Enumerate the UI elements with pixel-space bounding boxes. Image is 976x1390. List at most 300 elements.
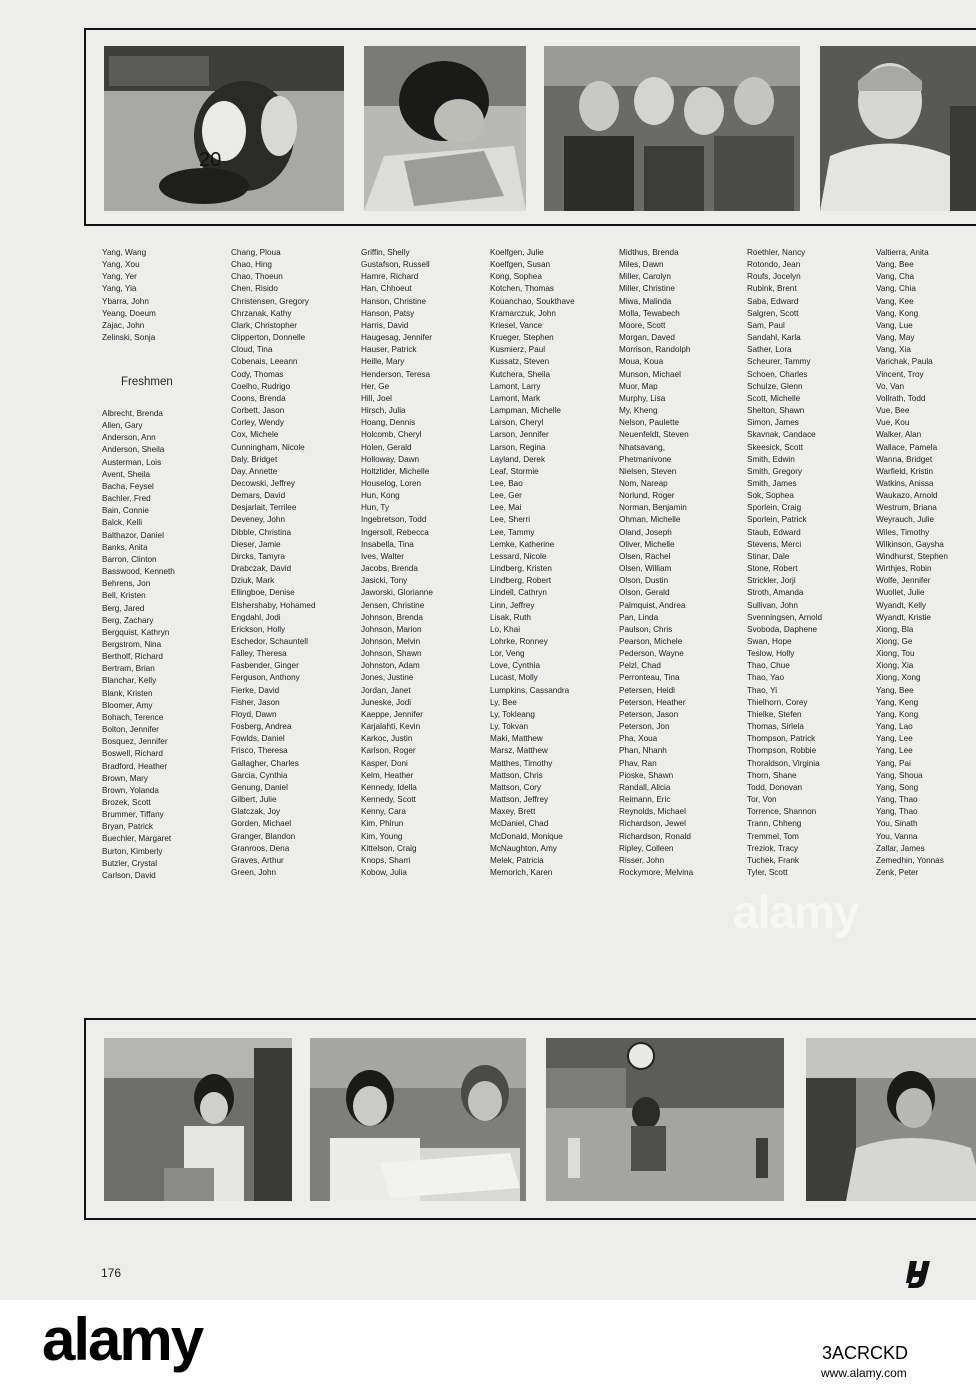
student-name: Cobenais, Leeann [231, 357, 298, 367]
student-name: Coons, Brenda [231, 393, 286, 403]
student-name: Her, Ge [361, 381, 390, 391]
student-name: Schoen, Charles [747, 369, 808, 379]
student-writing-photo [364, 46, 526, 211]
soccer-game-photo [546, 1038, 784, 1201]
student-name: Fisher, Jason [231, 697, 280, 707]
student-name: Stroth, Amanda [747, 588, 804, 598]
student-name: Skavnak, Candace [747, 430, 816, 440]
student-name: Todd, Donovan [747, 782, 803, 792]
student-name: Svenningsen, Arnold [747, 612, 823, 622]
student-name: Oliver, Michelle [619, 539, 675, 549]
student-name: Yang, Thao [876, 807, 918, 817]
student-name: Tyler, Scott [747, 867, 788, 877]
student-name: Bloomer, Amy [102, 700, 153, 710]
student-name: Anderson, Sheila [102, 445, 165, 455]
student-name: Lamont, Larry [490, 381, 541, 391]
student-name: Dieser, Jamie [231, 539, 281, 549]
student-name: Kim, Young [361, 831, 403, 841]
student-name: Olsen, William [619, 564, 672, 574]
student-name: Holtzlider, Michelle [361, 466, 430, 476]
student-name: Koelfgen, Susan [490, 260, 551, 270]
student-name: Schulze, Glenn [747, 381, 803, 391]
student-name: Lemke, Katherine [490, 539, 555, 549]
student-name: Henderson, Teresa [361, 369, 431, 379]
student-name: Johnson, Marion [361, 624, 422, 634]
student-name: Bain, Connie [102, 506, 149, 516]
student-name: Falley, Theresa [231, 649, 287, 659]
student-name: Kong, Sophea [490, 272, 542, 282]
student-name: Phav, Ran [619, 758, 657, 768]
student-name: Cloud, Tina [231, 345, 273, 355]
student-name: Wyandt, Kristie [876, 612, 931, 622]
student-name: Mattson, Cory [490, 782, 541, 792]
student-name: Holloway, Dawn [361, 454, 420, 464]
student-name: Ybarra, John [102, 296, 149, 306]
student-name: Coelho, Rudrigo [231, 381, 291, 391]
svg-text:20: 20 [199, 149, 222, 171]
student-name: Genung, Daniel [231, 782, 288, 792]
student-name: Miller, Christine [619, 284, 675, 294]
student-name: Thielke, Stefen [747, 709, 802, 719]
student-name: Yang, Yia [102, 284, 137, 294]
student-name: Smith, Gregory [747, 466, 803, 476]
student-name: Walker, Alan [876, 430, 922, 440]
student-name: Perronteau, Tina [619, 673, 680, 683]
student-name: Bell, Kristen [102, 591, 146, 601]
student-name: Bertram, Brian [102, 664, 155, 674]
student-name: Berg, Zachary [102, 615, 154, 625]
student-name: Johnson, Brenda [361, 612, 423, 622]
student-name: Yang, Bee [876, 685, 914, 695]
student-name: Hill, Joel [361, 393, 392, 403]
student-name: Leaf, Stormie [490, 466, 539, 476]
student-name: Moore, Scott [619, 320, 666, 330]
student-name: Thomas, Sirlela [747, 722, 804, 732]
student-name: Olsen, Rachel [619, 551, 671, 561]
student-name: Palmquist, Andrea [619, 600, 686, 610]
student-name: Avent, Sheila [102, 469, 151, 479]
student-name: Insabella, Tina [361, 539, 414, 549]
student-name: Thao, Yi [747, 685, 778, 695]
student-name: Linn, Jeffrey [490, 600, 535, 610]
student-name: Vollrath, Todd [876, 393, 926, 403]
top-photo-strip [84, 28, 976, 226]
student-name: Norman, Benjamin [619, 503, 687, 513]
student-name: Haugesag, Jennifer [361, 333, 433, 343]
student-name: Ives, Walter [361, 551, 404, 561]
student-name: Ingersoll, Rebecca [361, 527, 429, 537]
student-name: Lamont, Mark [490, 393, 541, 403]
student-name: Sporlein, Patrick [747, 515, 807, 525]
student-name: Jordan, Janet [361, 685, 411, 695]
student-name: Lucast, Molly [490, 673, 538, 683]
student-name: Corbett, Jason [231, 406, 285, 416]
student-name: Bertholf, Richard [102, 652, 163, 662]
student-name: Chao, Hing [231, 260, 272, 270]
student-name: Brown, Mary [102, 773, 148, 783]
student-name: Molla, Tewabech [619, 308, 680, 318]
student-name: Lee, Bao [490, 478, 523, 488]
student-name: Rockymore, Melvina [619, 867, 694, 877]
student-name: Bryan, Patrick [102, 822, 153, 832]
student-name: McDaniel, Chad [490, 819, 549, 829]
student-name: Bohach, Terence [102, 712, 164, 722]
student-name: Kaeppe, Jennifer [361, 709, 423, 719]
student-name: Wuollet, Julie [876, 588, 925, 598]
student-name: Stevens, Merci [747, 539, 802, 549]
student-name: Paulson, Chris [619, 624, 673, 634]
student-name: Granroos, Dena [231, 843, 290, 853]
names-column-2 [231, 247, 359, 879]
student-name: Nelson, Paulette [619, 418, 680, 428]
student-name: Stinar, Dale [747, 551, 790, 561]
student-name: Kennedy, Scott [361, 795, 416, 805]
watermark-url: www.alamy.com [821, 1366, 907, 1380]
student-name: Hoang, Dennis [361, 418, 416, 428]
freshmen-heading: Freshmen [121, 376, 173, 388]
student-name: Albrecht, Brenda [102, 409, 163, 418]
student-name: Sam, Paul [747, 320, 785, 330]
student-name: McNaughton, Amy [490, 843, 557, 853]
student-name: Shelton, Shawn [747, 406, 805, 416]
student-name: Yang, Xou [102, 260, 140, 270]
student-name: Wilkinson, Gaysha [876, 539, 944, 549]
student-name: Tuchek, Frank [747, 855, 800, 865]
student-name: Hirsch, Julia [361, 406, 406, 416]
student-name: Vue, Kou [876, 418, 910, 428]
student-name: Brozek, Scott [102, 798, 151, 807]
student-name: Barron, Clinton [102, 554, 157, 564]
student-name: Yang, Shoua [876, 770, 923, 780]
student-name: Roethler, Nancy [747, 248, 806, 257]
student-name: Johnson, Shawn [361, 649, 422, 659]
student-name: Dibble, Christina [231, 527, 292, 537]
names-column-5 [619, 247, 747, 879]
student-name: Richardson, Ronald [619, 831, 691, 841]
student-name: Tor, Von [747, 795, 777, 805]
student-name: Wolfe, Jennifer [876, 576, 931, 586]
student-name: Karjalahti, Kevin [361, 722, 421, 732]
student-name: Bergstrom, Nina [102, 639, 162, 649]
student-name: Ripley, Colleen [619, 843, 674, 853]
student-name: Chao, Thoeun [231, 272, 283, 282]
student-name: Vang, Xia [876, 345, 911, 355]
student-name: Torrence, Shannon [747, 807, 817, 817]
student-name: Mattson, Chris [490, 770, 543, 780]
student-name: Varichak, Paula [876, 357, 933, 367]
student-name: Thompson, Patrick [747, 734, 816, 744]
student-name: Bradford, Heather [102, 761, 168, 771]
student-name: Pioske, Shawn [619, 770, 674, 780]
student-name: Nom, Nareap [619, 478, 668, 488]
student-portrait-photo [820, 46, 976, 211]
student-name: Holen, Gerald [361, 442, 412, 452]
student-name: Heille, Mary [361, 357, 405, 367]
student-name: Lindell, Cathryn [490, 588, 547, 598]
student-name: Yang, Lao [876, 722, 913, 732]
graduating-class-names [102, 247, 230, 344]
student-name: Zajac, John [102, 320, 145, 330]
student-name: Yang, Lee [876, 746, 913, 756]
student-name: Blanchar, Kelly [102, 676, 157, 686]
student-name: Austerman, Lois [102, 457, 162, 467]
student-name: Sandahl, Karla [747, 333, 801, 343]
student-name: Knops, Sharri [361, 855, 411, 865]
student-name: Hun, Kong [361, 491, 400, 501]
student-name: Lampman, Michelle [490, 406, 561, 416]
student-name: Chrzanak, Kathy [231, 308, 292, 318]
student-name: Xiong, Ge [876, 637, 913, 646]
student-name: Clark, Christopher [231, 320, 297, 330]
faint-watermark: alamy [733, 886, 859, 938]
student-name: Swan, Hope [747, 637, 792, 646]
student-name: Kriesel, Vance [490, 320, 543, 330]
student-name: Han, Chhoeut [361, 284, 412, 294]
student-name: Peterson, Jon [619, 722, 670, 732]
student-name: Hauser, Patrick [361, 345, 417, 355]
names-column-6 [747, 247, 875, 879]
student-name: Clipperton, Donnelle [231, 333, 306, 343]
student-name: Wanna, Bridget [876, 454, 933, 464]
student-name: Risser, John [619, 855, 665, 865]
student-name: Bacha, Feysel [102, 481, 154, 491]
student-name: Lindberg, Robert [490, 576, 551, 586]
student-name: Staub, Edward [747, 527, 801, 537]
student-name: Fosberg, Andrea [231, 722, 292, 732]
student-name: Zemedhin, Yonnas [876, 855, 944, 865]
student-name: Karkoc, Justin [361, 734, 413, 744]
student-name: Fierke, David [231, 685, 280, 695]
student-name: Saba, Edward [747, 296, 799, 306]
student-name: Vue, Bee [876, 406, 910, 416]
student-name: Chen, Risido [231, 284, 278, 294]
student-name: Gallagher, Charles [231, 758, 299, 768]
student-name: Lee, Sherri [490, 515, 531, 525]
names-column-4 [490, 247, 618, 879]
student-name: Thoraldson, Virginia [747, 758, 820, 768]
student-name: Trann, Chheng [747, 819, 802, 829]
student-name: Lumpkins, Cassandra [490, 685, 570, 695]
student-name: Kenny, Cara [361, 807, 406, 817]
student-name: Wirthjes, Robin [876, 564, 932, 574]
student-name: Treziok, Tracy [747, 843, 799, 853]
names-column-3 [361, 247, 489, 879]
student-name: Zallar, James [876, 843, 925, 853]
student-name: Moua, Koua [619, 357, 664, 367]
student-name: Elshershaby, Hohamed [231, 600, 316, 610]
student-name: Reimann, Eric [619, 795, 671, 805]
student-name: Kim, Phirun [361, 819, 404, 829]
student-name: Hanson, Patsy [361, 308, 415, 318]
student-name: Morgan, Daved [619, 333, 675, 343]
student-name: Thorn, Shane [747, 770, 797, 780]
student-name: Melek, Patricia [490, 855, 544, 865]
student-name: Corley, Wendy [231, 418, 284, 428]
student-name: Nielsen, Steven [619, 466, 677, 476]
watermark-brand: alamy [42, 1306, 203, 1373]
student-name: Deveney, John [231, 515, 286, 525]
student-name: Drabczak, David [231, 564, 292, 574]
student-name: Kramarczuk, John [490, 308, 556, 318]
student-name: Pearson, Michele [619, 637, 683, 646]
students-group-photo [544, 46, 800, 211]
student-name: Larson, Jennifer [490, 430, 549, 440]
student-name: Jones, Justine [361, 673, 414, 683]
student-name: Balck, Kelli [102, 518, 143, 528]
student-name: Olson, Gerald [619, 588, 670, 598]
watermark-image-id: 3ACRCKD [822, 1343, 909, 1363]
student-name: Rubink, Brent [747, 284, 797, 294]
student-name: Richardson, Jewel [619, 819, 686, 829]
student-name: Wiles, Timothy [876, 527, 930, 537]
student-name: Norlund, Roger [619, 491, 675, 501]
student-name: Murphy, Lisa [619, 393, 666, 403]
student-name: Rotondo, Jean [747, 260, 801, 270]
student-name: Berg, Jared [102, 603, 145, 613]
student-name: Vo, Van [876, 381, 905, 391]
student-name: Behrens, Jon [102, 579, 151, 589]
football-game-photo [104, 46, 344, 211]
student-name: Lindberg, Kristen [490, 564, 552, 574]
student-name: Graves, Arthur [231, 855, 284, 865]
student-name: Bosquez, Jennifer [102, 737, 168, 747]
student-name: Teslow, Holly [747, 649, 795, 659]
student-name: Reynolds, Michael [619, 807, 686, 817]
student-name: Lee, Ger [490, 491, 522, 501]
student-name: Bolton, Jennifer [102, 725, 159, 735]
student-name: Cunningham, Nicole [231, 442, 305, 452]
student-name: Love, Cynthia [490, 661, 541, 671]
student-name: Dircks, Tamyra [231, 551, 285, 561]
student-name: Vang, Kong [876, 308, 919, 318]
student-name: Vang, Cha [876, 272, 915, 282]
student-name: Engdahl, Jodi [231, 612, 281, 622]
student-name: Jasicki, Tony [361, 576, 408, 586]
student-name: Hun, Ty [361, 503, 390, 513]
student-name: Warfield, Kristin [876, 466, 934, 476]
student-name: Wallace, Pamela [876, 442, 938, 452]
student-name: Xiong, Xong [876, 673, 921, 683]
student-name: Brown, Yolanda [102, 785, 159, 795]
student-name: Peterson, Jason [619, 709, 679, 719]
student-name: Zelinski, Sonja [102, 333, 156, 343]
student-name: Skeesick, Scott [747, 442, 803, 452]
student-name: Desjarlait, Terrilee [231, 503, 297, 513]
student-name: Memorich, Karen [490, 867, 553, 877]
student-name: Vang, May [876, 333, 915, 343]
student-name: Ingebretson, Todd [361, 515, 427, 525]
student-name: Floyd, Dawn [231, 709, 277, 719]
student-name: McDonald, Monique [490, 831, 563, 841]
student-name: Kusmierz, Paul [490, 345, 546, 355]
student-name: Roufs, Jocelyn [747, 272, 801, 282]
student-name: Lessard, Nicole [490, 551, 547, 561]
student-name: Brummer, Tiffany [102, 810, 164, 820]
student-name: Ly, Bee [490, 697, 517, 707]
student-name: Xiong, Bla [876, 624, 914, 634]
student-name: Lisak, Ruth [490, 612, 531, 622]
student-name: Yang, Wang [102, 248, 147, 257]
student-name: Smith, James [747, 478, 797, 488]
student-name: Kobow, Julia [361, 867, 407, 877]
student-name: Bachler, Fred [102, 494, 151, 504]
student-name: Thielhorn, Corey [747, 697, 808, 707]
student-name: Svoboda, Daphene [747, 624, 818, 634]
student-name: Marsz, Matthew [490, 746, 548, 756]
student-name: Krueger, Stephen [490, 333, 554, 343]
student-name: Pelzl, Chad [619, 661, 661, 671]
student-name: Yang, Thao [876, 795, 918, 805]
student-name: Sullivan, John [747, 600, 798, 610]
student-name: Gilbert, Julie [231, 795, 277, 805]
student-name: Ferguson, Anthony [231, 673, 300, 683]
student-name: Smith, Edwin [747, 454, 795, 464]
student-name: Yang, Lee [876, 734, 913, 744]
student-name: Houselog, Loren [361, 478, 422, 488]
student-name: Yang, Keng [876, 697, 919, 707]
student-name: Vincent, Troy [876, 369, 924, 379]
page-number: 176 [101, 1266, 122, 1280]
student-name: Frisco, Theresa [231, 746, 288, 756]
student-name: Griffin, Shelly [361, 248, 410, 257]
student-name: Windhurst, Stephen [876, 551, 948, 561]
student-name: Watkins, Anissa [876, 478, 934, 488]
student-name: Pan, Linda [619, 612, 659, 622]
student-name: Xiong, Tou [876, 649, 915, 659]
student-name: Butzler, Crystal [102, 858, 158, 868]
student-name: Green, John [231, 867, 277, 877]
student-name: Nhatsavang, [619, 442, 665, 452]
student-name: Kotchen, Thomas [490, 284, 555, 294]
student-name: Carlson, David [102, 870, 156, 880]
student-name: Strickler, Jorji [747, 576, 796, 586]
student-name: Fasbender, Ginger [231, 661, 299, 671]
student-name: Stone, Robert [747, 564, 798, 574]
student-name: Petersen, Heidi [619, 685, 675, 695]
student-name: Layland, Derek [490, 454, 546, 464]
student-name: Lor, Veng [490, 649, 525, 659]
student-name: Miles, Dawn [619, 260, 664, 270]
student-name: Ly, Tokleang [490, 709, 535, 719]
student-name: Juneske, Jodi [361, 697, 412, 707]
student-name: Bergquist, Kathryn [102, 627, 170, 637]
yearbook-logo-icon [904, 1259, 934, 1289]
student-name: Vang, Lue [876, 320, 913, 330]
student-name: Kussatz, Steven [490, 357, 550, 367]
student-studying-photo [806, 1038, 976, 1201]
student-name: Glatczak, Joy [231, 807, 281, 817]
student-name: Lee, Mai [490, 503, 522, 513]
student-name: Morrison, Randolph [619, 345, 691, 355]
student-name: Ohman, Michelle [619, 515, 681, 525]
student-name: Xiong, Xia [876, 661, 914, 671]
student-name: Decowski, Jeffrey [231, 478, 296, 488]
student-name: Tremmel, Tom [747, 831, 799, 841]
student-name: Karlson, Roger [361, 746, 416, 756]
student-name: Neuenfeldt, Steven [619, 430, 689, 440]
student-name: Sporlein, Craig [747, 503, 802, 513]
student-name: Eschedor, Schauntell [231, 637, 308, 646]
student-name: Jaworski, Glorianne [361, 588, 433, 598]
student-name: Yang, Kong [876, 709, 919, 719]
student-name: Valtierra, Anita [876, 248, 929, 257]
student-name: Olson, Dustin [619, 576, 669, 586]
student-name: Maki, Matthew [490, 734, 543, 744]
student-name: Gustafson, Russell [361, 260, 430, 270]
student-name: Blank, Kristen [102, 688, 153, 698]
student-name: Lee, Tammy [490, 527, 535, 537]
student-name: Ellingboe, Denise [231, 588, 295, 598]
